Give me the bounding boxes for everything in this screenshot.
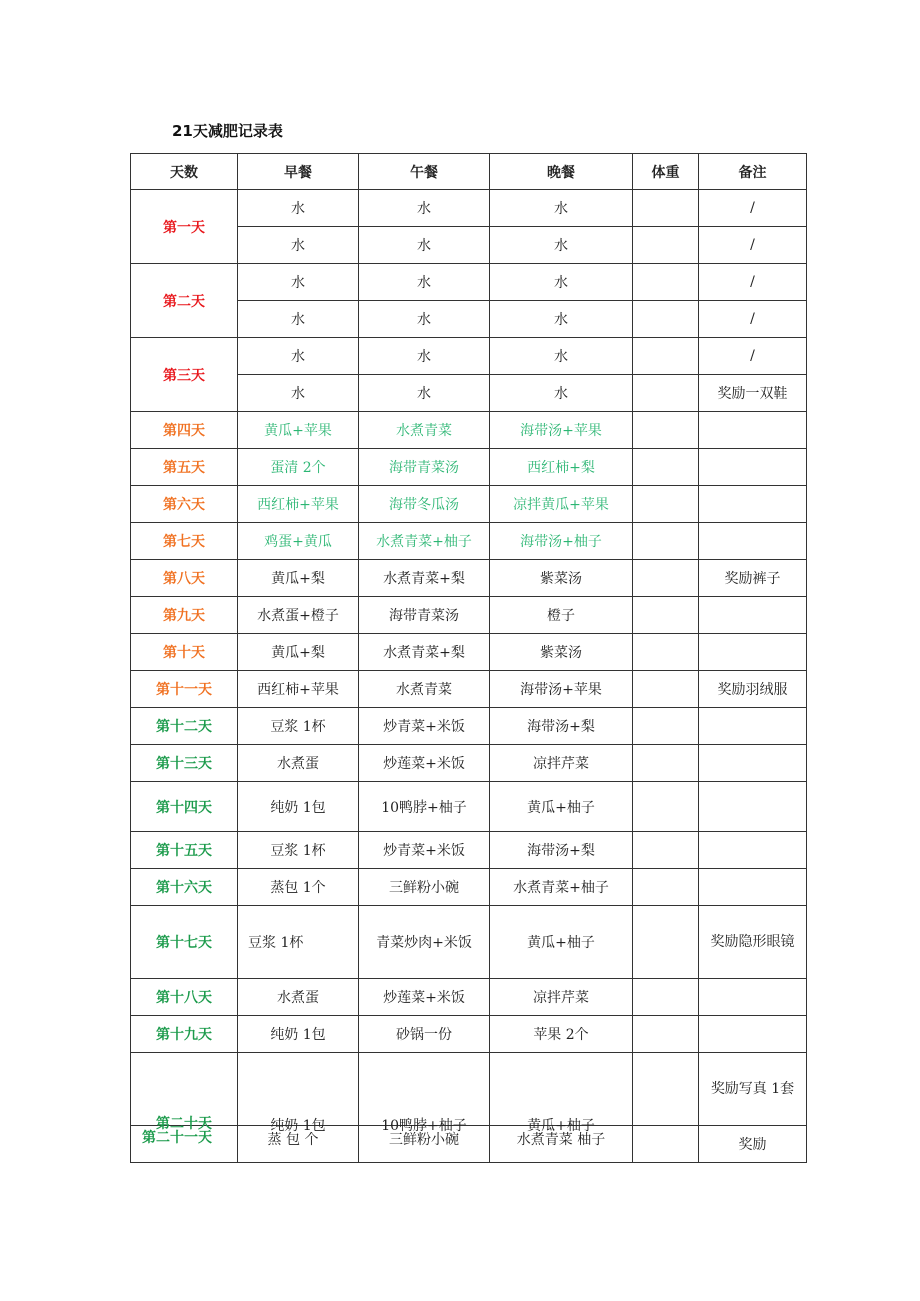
weight-cell (633, 486, 699, 523)
lunch-cell: 水煮青菜 (359, 671, 490, 708)
dinner-cell: 黄瓜+柚子 (490, 906, 633, 979)
dinner-cell: 水 (490, 375, 633, 412)
dinner-cell: 紫菜汤 (490, 634, 633, 671)
header-weight: 体重 (633, 154, 699, 190)
dinner-cell: 水 (490, 264, 633, 301)
note-cell: / (699, 264, 807, 301)
day-label: 第五天 (131, 449, 238, 486)
table-row (131, 1016, 807, 1053)
weight-cell (633, 523, 699, 560)
table-row (131, 190, 807, 227)
day-label: 第十二天 (131, 708, 238, 745)
dinner-cell: 海带汤+柚子 (490, 523, 633, 560)
dinner-cell: 水 (490, 338, 633, 375)
weight-cell (633, 906, 699, 979)
lunch-cell: 水 (359, 190, 490, 227)
day-label: 第十四天 (131, 782, 238, 832)
note-cell (699, 634, 807, 671)
lunch-cell: 海带冬瓜汤 (359, 486, 490, 523)
weight-cell (633, 745, 699, 782)
breakfast-cell: 水煮蛋 (238, 745, 359, 782)
breakfast-cell: 鸡蛋+黄瓜 (238, 523, 359, 560)
day-label: 第一天 (131, 190, 238, 264)
lunch-cell: 三鲜粉小碗 (359, 869, 490, 906)
note-cell: 奖励一双鞋 (699, 375, 807, 412)
breakfast-cell-overlap (238, 1053, 359, 1148)
lunch-cell: 水 (359, 338, 490, 375)
dinner-cell: 黄瓜+柚子 (527, 1118, 595, 1134)
weight-cell (633, 190, 699, 227)
table-row (131, 832, 807, 869)
header-lunch: 午餐 (359, 154, 490, 190)
breakfast-cell: 豆浆 1杯 (238, 708, 359, 745)
weight-cell (633, 227, 699, 264)
dinner-cell: 水 (490, 227, 633, 264)
dinner-cell: 苹果 2个 (490, 1016, 633, 1053)
note-cell: / (699, 227, 807, 264)
weight-cell (633, 412, 699, 449)
note-cell (699, 523, 807, 560)
lunch-cell: 炒莲菜+米饭 (359, 979, 490, 1016)
breakfast-cell: 黄瓜+梨 (238, 560, 359, 597)
header-row (131, 154, 807, 190)
dinner-cell: 凉拌芹菜 (490, 979, 633, 1016)
lunch-cell: 青菜炒肉+米饭 (359, 906, 490, 979)
dinner-cell: 水 (490, 190, 633, 227)
weight-cell (633, 1016, 699, 1053)
weight-cell (633, 264, 699, 301)
table-row (131, 1053, 807, 1126)
lunch-cell: 炒莲菜+米饭 (359, 745, 490, 782)
lunch-cell: 水煮青菜+梨 (359, 634, 490, 671)
breakfast-cell: 纯奶 1包 (238, 782, 359, 832)
dinner-cell: 橙子 (490, 597, 633, 634)
dinner-cell: 紫菜汤 (490, 560, 633, 597)
table-row (131, 782, 807, 832)
note-cell: / (699, 190, 807, 227)
table-row (131, 671, 807, 708)
weight-cell (633, 708, 699, 745)
dinner-cell: 黄瓜+柚子 (490, 782, 633, 832)
note-cell: 奖励羽绒服 (699, 671, 807, 708)
breakfast-cell: 纯奶 1包 (238, 1016, 359, 1053)
day-label: 第三天 (131, 338, 238, 412)
note-cell (699, 979, 807, 1016)
note-cell: / (699, 301, 807, 338)
header-day: 天数 (131, 154, 238, 190)
table-row (131, 869, 807, 906)
page-title: 21天减肥记录表 (172, 122, 283, 140)
note-cell: 奖励 (699, 1126, 807, 1163)
day-label: 第十九天 (131, 1016, 238, 1053)
dinner-cell: 水煮青菜 柚子 (516, 1132, 606, 1148)
dinner-cell: 海带汤+苹果 (490, 412, 633, 449)
table-row (131, 745, 807, 782)
weight-cell (633, 301, 699, 338)
note-cell (699, 708, 807, 745)
breakfast-cell: 西红柿+苹果 (238, 671, 359, 708)
breakfast-cell: 水 (238, 190, 359, 227)
breakfast-cell: 水 (238, 227, 359, 264)
weight-cell (633, 560, 699, 597)
dinner-cell: 海带汤+梨 (490, 832, 633, 869)
note-cell: / (699, 338, 807, 375)
note-cell: 奖励隐形眼镜 (699, 906, 807, 979)
weight-cell (633, 338, 699, 375)
note-cell (699, 1016, 807, 1053)
header-note: 备注 (699, 154, 807, 190)
dinner-cell: 水 (490, 301, 633, 338)
day-label: 第九天 (131, 597, 238, 634)
weight-cell (633, 979, 699, 1016)
table-row (131, 597, 807, 634)
breakfast-cell: 水煮蛋+橙子 (238, 597, 359, 634)
table-row (131, 449, 807, 486)
note-cell (699, 486, 807, 523)
header-breakfast: 早餐 (238, 154, 359, 190)
weight-cell (633, 597, 699, 634)
weight-cell (633, 449, 699, 486)
breakfast-cell: 豆浆 1杯 (238, 832, 359, 869)
table-row (131, 906, 807, 979)
day-label: 第十八天 (131, 979, 238, 1016)
lunch-cell: 海带青菜汤 (359, 597, 490, 634)
table-row (131, 560, 807, 597)
lunch-cell: 水煮青菜 (359, 412, 490, 449)
weight-cell (633, 869, 699, 906)
lunch-cell: 炒青菜+米饭 (359, 708, 490, 745)
day-label: 第二天 (131, 264, 238, 338)
day-label: 第十一天 (131, 671, 238, 708)
day-label: 第十六天 (131, 869, 238, 906)
weight-cell (633, 832, 699, 869)
day-label: 第十三天 (131, 745, 238, 782)
dinner-cell: 海带汤+苹果 (490, 671, 633, 708)
breakfast-cell: 纯奶 1包 (270, 1118, 326, 1134)
dinner-cell: 凉拌黄瓜+苹果 (490, 486, 633, 523)
lunch-cell: 水 (359, 301, 490, 338)
lunch-cell: 水 (359, 227, 490, 264)
table-row (131, 486, 807, 523)
table-row (131, 264, 807, 301)
day-label: 第六天 (131, 486, 238, 523)
breakfast-cell: 蛋清 2个 (238, 449, 359, 486)
note-cell (699, 597, 807, 634)
lunch-cell: 水 (359, 375, 490, 412)
breakfast-cell: 水 (238, 338, 359, 375)
note-cell (699, 832, 807, 869)
weight-cell (633, 671, 699, 708)
day-label: 第二十一天 (142, 1130, 212, 1146)
breakfast-cell: 水 (238, 264, 359, 301)
note-cell: 奖励写真 1套 (699, 1053, 807, 1126)
lunch-cell: 水煮青菜+柚子 (359, 523, 490, 560)
lunch-cell: 三鲜粉小碗 (389, 1132, 459, 1148)
day-label: 第二十天 (156, 1116, 212, 1132)
diet-record-table (130, 153, 807, 1163)
note-cell: 奖励裤子 (699, 560, 807, 597)
breakfast-cell: 黄瓜+梨 (238, 634, 359, 671)
lunch-cell: 10鸭脖+柚子 (359, 782, 490, 832)
day-label: 第十五天 (131, 832, 238, 869)
breakfast-cell: 水煮蛋 (238, 979, 359, 1016)
weight-cell (633, 782, 699, 832)
breakfast-cell: 黄瓜+苹果 (238, 412, 359, 449)
day-label: 第八天 (131, 560, 238, 597)
lunch-cell: 水 (359, 264, 490, 301)
dinner-cell: 凉拌芹菜 (490, 745, 633, 782)
table-row (131, 523, 807, 560)
table-row (131, 338, 807, 375)
note-cell (699, 745, 807, 782)
table-row (131, 634, 807, 671)
breakfast-cell: 水 (238, 301, 359, 338)
note-cell (699, 449, 807, 486)
dinner-cell: 海带汤+梨 (490, 708, 633, 745)
lunch-cell-overlap (359, 1053, 490, 1148)
dinner-cell-overlap (490, 1053, 633, 1148)
breakfast-cell: 蒸包 1个 (238, 869, 359, 906)
breakfast-cell: 水 (238, 375, 359, 412)
header-dinner: 晚餐 (490, 154, 633, 190)
breakfast-cell: 豆浆 1杯 (238, 906, 359, 979)
weight-cell (633, 1053, 699, 1126)
lunch-cell: 炒青菜+米饭 (359, 832, 490, 869)
day-label: 第四天 (131, 412, 238, 449)
dinner-cell: 水煮青菜+柚子 (490, 869, 633, 906)
day-label: 第七天 (131, 523, 238, 560)
day-label: 第十天 (131, 634, 238, 671)
dinner-cell: 西红柿+梨 (490, 449, 633, 486)
note-cell (699, 412, 807, 449)
table-row (131, 979, 807, 1016)
weight-cell (633, 375, 699, 412)
table-row (131, 708, 807, 745)
breakfast-cell: 蒸 包 个 (267, 1132, 319, 1148)
lunch-cell: 海带青菜汤 (359, 449, 490, 486)
lunch-cell: 10鸭脖+柚子 (381, 1118, 467, 1134)
note-cell (699, 782, 807, 832)
day-label: 第十七天 (131, 906, 238, 979)
weight-cell (633, 1126, 699, 1163)
note-cell (699, 869, 807, 906)
weight-cell (633, 634, 699, 671)
table-row (131, 412, 807, 449)
lunch-cell: 砂锅一份 (359, 1016, 490, 1053)
day-label-overlap (131, 1053, 238, 1146)
lunch-cell: 水煮青菜+梨 (359, 560, 490, 597)
breakfast-cell: 西红柿+苹果 (238, 486, 359, 523)
